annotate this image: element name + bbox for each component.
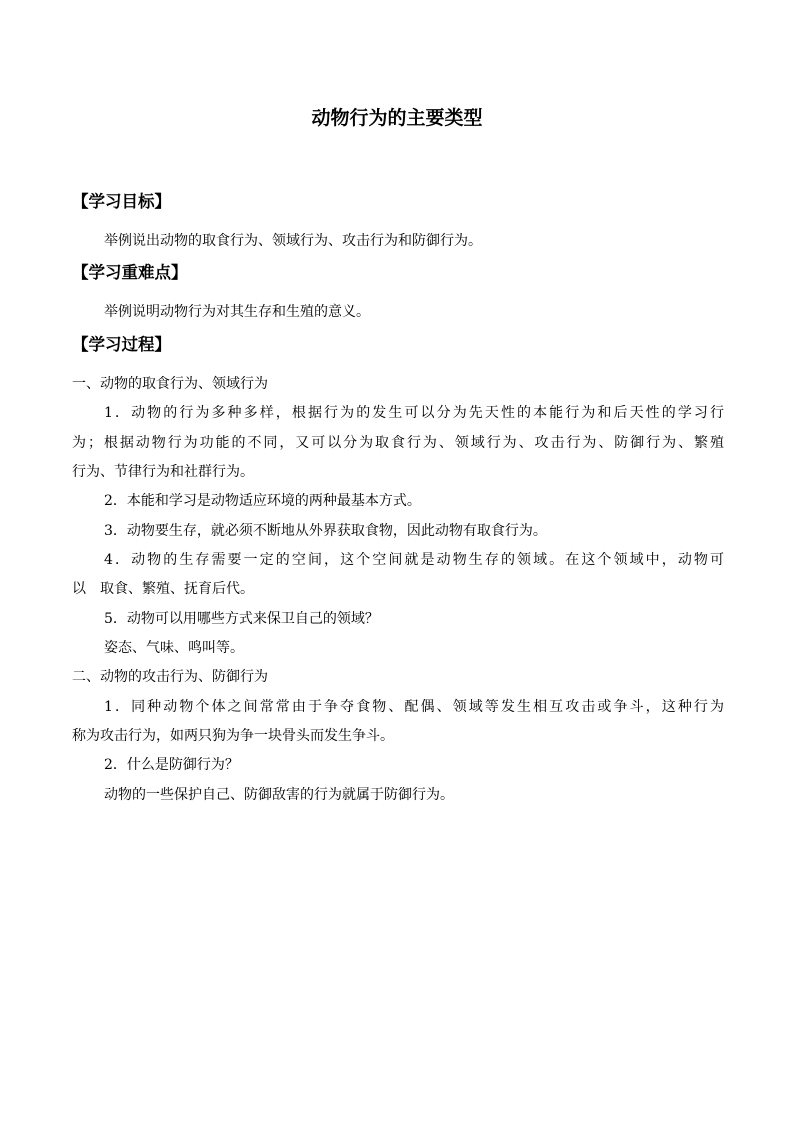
part1-item2: 2．本能和学习是动物适应环境的两种最基本方式。 bbox=[104, 493, 421, 509]
part2-item1-line2: 称为攻击行为，如两只狗为争一块骨头而发生争斗。 bbox=[72, 728, 394, 744]
part2-item2-answer: 动物的一些保护自己、防御敌害的行为就属于防御行为。 bbox=[104, 787, 454, 803]
part1-item4-line1: 4．动物的生存需要一定的空间，这个空间就是动物生存的领域。在这个领域中，动物可 bbox=[104, 552, 724, 568]
page-title: 动物行为的主要类型 bbox=[311, 107, 483, 129]
section-heading-key-points: 【学习重难点】 bbox=[72, 263, 188, 282]
part1-title: 一、动物的取食行为、领域行为 bbox=[72, 376, 268, 392]
part1-item5-answer: 姿态、气味、鸣叫等。 bbox=[104, 640, 244, 656]
part1-item1-line1: 1．动物的行为多种多样，根据行为的发生可以分为先天性的本能行为和后天性的学习行 bbox=[104, 405, 724, 421]
part1-item1-line2: 为；根据动物行为功能的不同，又可以分为取食行为、领域行为、攻击行为、防御行为、繁殖 bbox=[72, 435, 724, 451]
part2-title: 二、动物的攻击行为、防御行为 bbox=[72, 669, 268, 685]
section-heading-process: 【学习过程】 bbox=[72, 335, 171, 354]
key-points-text: 举例说明动物行为对其生存和生殖的意义。 bbox=[104, 304, 370, 320]
part1-item5-question: 5．动物可以用哪些方式来保卫自己的领域？ bbox=[104, 611, 379, 627]
section-heading-goal: 【学习目标】 bbox=[72, 192, 171, 211]
part1-item4-line2: 以 取食、繁殖、抚育后代。 bbox=[72, 581, 254, 597]
part2-item2-question: 2．什么是防御行为？ bbox=[104, 757, 239, 773]
goal-text: 举例说出动物的取食行为、领域行为、攻击行为和防御行为。 bbox=[104, 233, 482, 249]
part2-item1-line1: 1．同种动物个体之间常常由于争夺食物、配偶、领域等发生相互攻击或争斗，这种行为 bbox=[104, 699, 724, 715]
part1-item3: 3．动物要生存，就必须不断地从外界获取食物，因此动物有取食行为。 bbox=[104, 523, 547, 539]
part1-item1-line3: 行为、节律行为和社群行为。 bbox=[72, 464, 254, 480]
